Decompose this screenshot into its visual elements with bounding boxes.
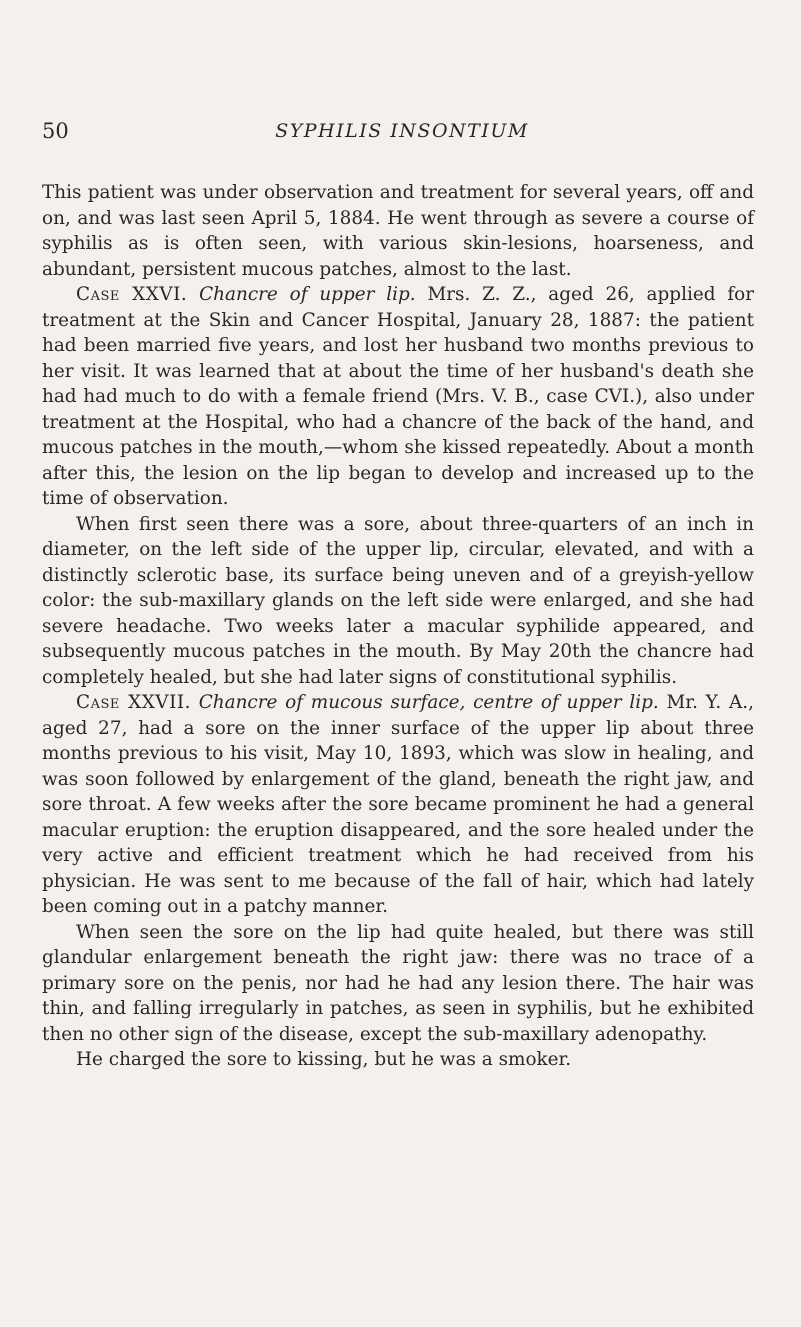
- case-title: Chancre of mucous surface, centre of upper lip.: [198, 692, 659, 713]
- paragraph-text: When first seen there was a sore, about three-quarters of an inch in diameter, on the left side of the upper lip, circular, elevated, and with a distinctly sclerotic base, its surface being uneven and of a greyish-yellow color: the sub-maxillary glands on the left side were enlarged, and she had severe headache. Two weeks later a macular syphilide appeared, and subsequently mucous patches in the mouth. By May 20th the chancre had completely healed, but she had later signs of constitutional syphilis.: [42, 513, 754, 688]
- paragraph-5: [42, 920, 754, 1048]
- body-text: [42, 180, 754, 1073]
- paragraph-case-xxvii: [42, 690, 754, 920]
- paragraph-case-xxvi: [42, 282, 754, 512]
- case-number: Case XXVII.: [76, 692, 191, 713]
- case-title: Chancre of upper lip.: [199, 284, 416, 305]
- paragraph-6: [42, 1047, 754, 1073]
- paragraph-3: [42, 512, 754, 691]
- paragraph-text: He charged the sore to kissing, but he was a smoker.: [76, 1049, 572, 1070]
- case-number: Case XXVI.: [76, 284, 188, 305]
- paragraph-text: This patient was under observation and treatment for several years, off and on, and was last seen April 5, 1884. He went through as severe a course of syphilis as is often seen, with various skin-lesions, hoarseness, and abundant, persistent mucous patches, almost to the last.: [42, 182, 754, 280]
- paragraph-1: [42, 180, 754, 282]
- running-head: [42, 116, 742, 146]
- paragraph-text: When seen the sore on the lip had quite healed, but there was still glandular enlargement beneath the right jaw: there was no trace of a primary sore on the penis, nor had he had any lesion there. The hair was thin, and falling irregularly in patches, as seen in syphilis, but he exhibited then no other sign of the disease, except the sub-maxillary adenopathy.: [42, 921, 754, 1045]
- page-number: 50: [42, 119, 69, 143]
- paragraph-text: Mr. Y. A., aged 27, had a sore on the inner surface of the upper lip about three months previous to his visit, May 10, 1893, which was slow in healing, and was soon followed by enlargement of the gland, beneath the right jaw, and sore throat. A few weeks after the sore became prominent he had a general macular eruption: the eruption disappeared, and the sore healed under the very active and efficient treatment which he had received from his physician. He was sent to me because of the fall of hair, which had lately been coming out in a patchy manner.: [42, 692, 754, 917]
- paragraph-text: Mrs. Z. Z., aged 26, applied for treatment at the Skin and Cancer Hospital, January 28, 1887: the patient had been married five years, and lost her husband two months previous to her visit. It was learned that at about the time of her husband's death she had had much to do with a female friend (Mrs. V. B., case CVI.), also under treatment at the Hospital, who had a chancre of the back of the hand, and mucous patches in the mouth,—whom she kissed repeatedly. About a month after this, the lesion on the lip began to develop and increased up to the time of observation.: [42, 284, 754, 509]
- running-title: SYPHILIS INSONTIUM: [275, 120, 529, 142]
